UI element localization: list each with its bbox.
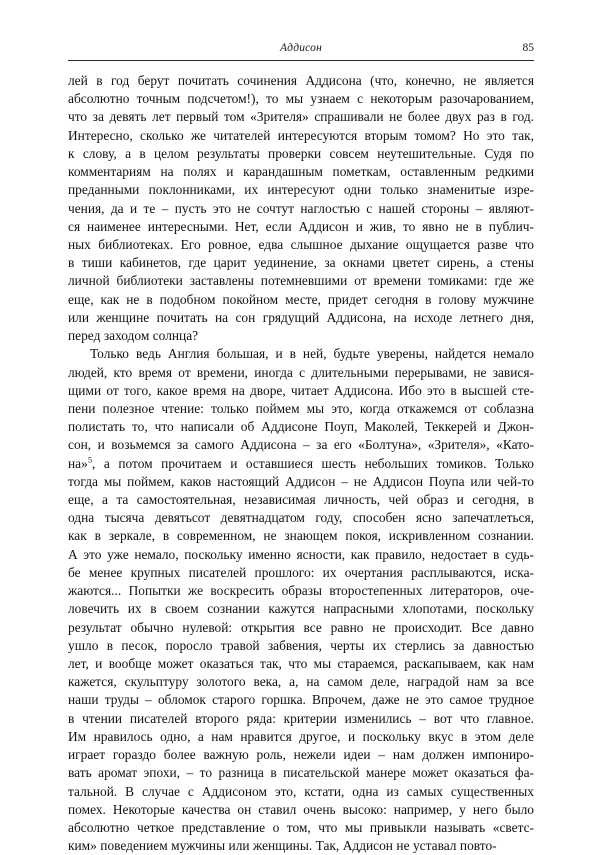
text-line: результат обычно нулевой: открытия все равно не происходит. Все давно <box>68 619 534 635</box>
text-line: еще, как не в подобном покойном месте, придет сегодня в голову мужчине <box>68 291 534 307</box>
text-line: как в зеркале, в современном, не знающем покоя, искривленном сознании. <box>68 528 534 544</box>
paragraph <box>68 345 534 855</box>
page-number: 85 <box>522 41 534 54</box>
text-line: или женщине почитать на сон грядущий Аддисона, на исходе летнего дня, <box>68 309 534 325</box>
text-line: в чтении писателей второго ряда: критерии изменились – вот что главное. <box>68 710 534 726</box>
text-line: бе менее крупных писателей прошлого: их очертания расплываются, иска- <box>68 564 534 580</box>
text-line: ных библиотеках. Его ровное, едва слышное дыхание ощущается разве что <box>68 236 534 252</box>
text-line: тогда мы поймем, каков настоящий Аддисон – не Аддисон Поупа или чей-то <box>68 473 534 489</box>
footnote-marker: 5 <box>87 455 92 465</box>
text-line: лет, и вообще может оказаться так, что мы стараемся, раскапываем, как нам <box>68 656 534 671</box>
text-line: комментариям на полях и карандашным пометкам, оставленным редкими <box>68 164 534 180</box>
text-line: сон, и возьмемся за самого Аддисона – за его «Болтуна», «Зрителя», «Като- <box>68 437 534 453</box>
text-line: на»$^5$, а потом прочитаем и оставшиеся шесть небольших томиков. Только <box>68 455 534 471</box>
text-line: к слову, а в целом результаты проверки совсем неутешительные. Судя по <box>68 145 534 161</box>
text-line: тальной. В случае с Аддисоном это, кстати, одна из самых существенных <box>68 783 534 799</box>
text-line: ловечить их в своем сознании кажутся напрасными хлопотами, поскольку <box>68 601 534 617</box>
text-line: чения, да и те – пусть это не сочтут наглостью с нашей стороны – являют- <box>68 200 534 216</box>
text-line: перед заходом солнца? <box>68 328 199 344</box>
text-line: преданными поклонниками, их интересуют одни только знаменитые изре- <box>68 182 534 198</box>
text-line: Только ведь Англия большая, и в ней, будьте уверены, найдется немало <box>90 346 534 362</box>
text-line: абсолютно точным подсчетом!), то мы узнаем с некоторым разочарованием, <box>68 91 534 107</box>
text-line: лей в год берут почитать сочинения Аддисона (что, конечно, не является <box>68 73 534 88</box>
text-line: ся наименее интересными. Нет, если Аддисон и жив, то явно не в публич- <box>68 218 534 234</box>
text-line: наши труды – обломок старого горшка. Впрочем, даже не это самое трудное <box>68 692 534 708</box>
text-line: А это уже немало, поскольку именно ясности, как правило, недостает в судь- <box>68 546 534 562</box>
text-line: играет гораздо более важную роль, нежели идеи – нам должен импониро- <box>68 747 534 763</box>
text-line: людей, кто время от времени, иногда с длительными перерывами, не завися- <box>68 364 534 380</box>
text-line: что за девять лет первый том «Зрителя» спрашивали не более двух раз в год. <box>68 109 534 125</box>
running-header <box>68 38 534 54</box>
paragraph <box>68 72 534 345</box>
text-line: Интересно, сколько же читателей интересуются вторым томом? Но это так, <box>68 127 534 143</box>
header-rule <box>68 60 534 61</box>
text-line: в тиши кабинетов, где царит уединение, за окнами цветет сирень, а стены <box>68 255 534 271</box>
text-line: личной библиотеки заставлены потемневшими от времени томиками: где же <box>68 273 534 289</box>
running-head-title: Аддисон <box>279 41 323 54</box>
text-line: одна тысяча девятьсот девятнадцатом году, способен ясно запечатлеться, <box>68 510 534 526</box>
text-line: абсолютно четкое представление о том, что мы привыкли называть «светс- <box>68 819 534 835</box>
text-line: еще, а та самостоятельная, независимая личность, чей образ и сегодня, в <box>68 492 534 508</box>
body-text <box>68 72 534 855</box>
text-line: пени полезное чтение: только поймем мы это, когда откажемся от соблазна <box>68 400 534 416</box>
text-line: ушло в песок, поросло травой забвения, черты их стерлись за давностью <box>68 637 534 653</box>
text-line: Им нравилось одно, а нам нравится другое, и поскольку вкус в этом деле <box>68 728 534 744</box>
text-line: ким» поведением мужчины или женщины. Так, Аддисон не уставал повто- <box>68 838 497 854</box>
text-line: вать аромат эпохи, – то разница в писательской манере может оказаться фа- <box>68 765 534 781</box>
text-line: кажется, скульптуру золотого века, а, на самом деле, наградой нам за все <box>68 674 534 690</box>
text-line: помех. Некоторые качества он ставил очень высоко: например, у него было <box>68 801 534 817</box>
text-line: жаются... Попытки же воскресить образы второстепенных литераторов, оче- <box>68 583 534 599</box>
text-line: щими от того, какое время на дворе, читает Аддисона. Ибо это в высшей сте- <box>68 382 534 398</box>
text-line: полистать то, что написали об Аддисоне Поуп, Маколей, Теккерей и Джон- <box>68 419 534 435</box>
